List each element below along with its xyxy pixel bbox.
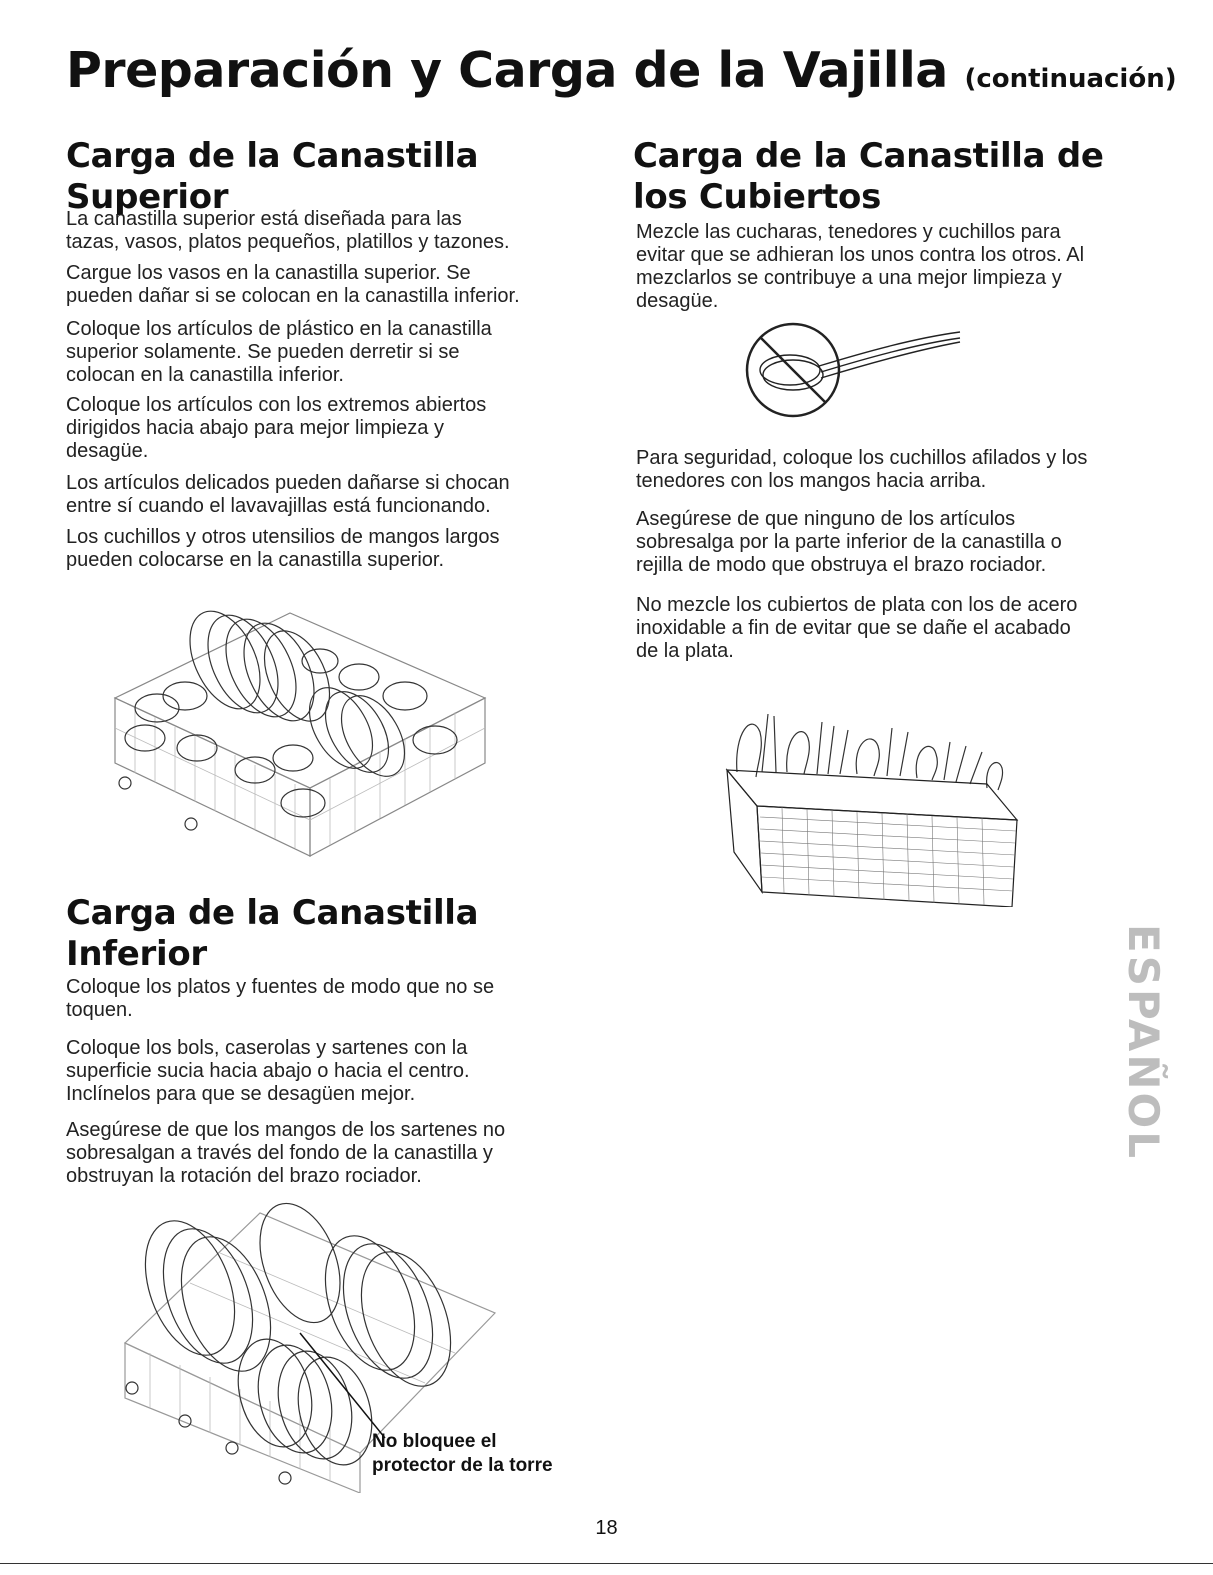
lower-rack-paragraph [66,1119,505,1188]
upper-rack-paragraph [66,526,500,572]
text-line: rejilla de modo que obstruya el brazo rociador. [636,554,1047,576]
text-line: superficie sucia hacia abajo o hacia el centro. [66,1060,470,1082]
silverware-paragraph [636,221,1084,313]
text-line: desagüe. [66,440,149,462]
upper-rack-paragraph [66,262,520,308]
text-line: mezclarlos se contribuye a una mejor limpieza y [636,267,1062,289]
lower-rack-heading-line2: Inferior [66,934,207,974]
upper-rack-heading-line2: Superior [66,177,229,217]
text-line: Inclínelos para que se desagüen mejor. [66,1083,416,1105]
text-line: sobresalgan a través del fondo de la canastilla y [66,1142,493,1164]
callout-line: No bloquee el [372,1431,497,1452]
text-line: Para seguridad, coloque los cuchillos afilados y los [636,447,1088,469]
text-line: de la plata. [636,640,734,662]
text-line: evitar que se adhieran los unos contra los otros. Al [636,244,1085,266]
text-line: Los artículos delicados pueden dañarse si chocan [66,472,510,494]
silverware-heading-line1: Carga de la Canastilla de [633,136,1104,176]
lower-rack-paragraph [66,976,494,1022]
text-line: colocan en la canastilla inferior. [66,364,344,386]
upper-rack-paragraph [66,472,510,518]
silverware-heading [633,136,1104,218]
silverware-basket-illustration [722,702,1022,907]
text-line: Coloque los platos y fuentes de modo que no se [66,976,495,998]
bottom-rule [0,1563,1213,1564]
text-line: inoxidable a fin de evitar que se dañe el acabado [636,617,1071,639]
page-title [66,42,1177,99]
text-line: La canastilla superior está diseñada para las [66,208,462,230]
text-line: No mezcle los cubiertos de plata con los de acero [636,594,1078,616]
page-number: 18 [595,1517,618,1539]
upper-rack-heading [66,136,478,218]
silverware-paragraph [636,508,1062,577]
text-line: tenedores con los mangos hacia arriba. [636,470,987,492]
text-line: entre sí cuando el lavavajillas está funcionando. [66,495,491,517]
lower-rack-heading-line1: Carga de la Canastilla [66,893,479,933]
upper-rack-heading-line1: Carga de la Canastilla [66,136,479,176]
text-line: Mezcle las cucharas, tenedores y cuchillos para [636,221,1061,243]
text-line: pueden dañar si se colocan en la canastilla inferior. [66,285,520,307]
callout-line: protector de la torre [372,1455,553,1476]
upper-rack-illustration [105,598,495,860]
upper-rack-paragraph [66,208,510,254]
tower-protector-callout [372,1430,553,1478]
lower-rack-heading [66,893,478,975]
text-line: tazas, vasos, platos pequeños, platillos y tazones. [66,231,510,253]
text-line: Coloque los artículos con los extremos abiertos [66,394,487,416]
text-line: desagüe. [636,290,719,312]
upper-rack-paragraph [66,318,492,387]
text-line: Asegúrese de que ninguno de los artículos [636,508,1016,530]
language-side-tab [1118,924,1168,1160]
text-line: superior solamente. Se pueden derretir si se [66,341,460,363]
silverware-heading-line2: los Cubiertos [633,177,882,217]
text-line: Coloque los artículos de plástico en la canastilla [66,318,492,340]
language-side-tab-label: ESPAÑOL [1118,923,1168,1161]
text-line: pueden colocarse en la canastilla superior. [66,549,445,571]
text-line: obstruyan la rotación del brazo rociador. [66,1165,422,1187]
text-line: dirigidos hacia abajo para mejor limpieza y [66,417,444,439]
no-nesting-spoons-icon [735,320,965,420]
text-line: Asegúrese de que los mangos de los sartenes no [66,1119,506,1141]
text-line: Cargue los vasos en la canastilla superior. Se [66,262,471,284]
silverware-paragraph [636,447,1087,493]
text-line: toquen. [66,999,133,1021]
lower-rack-paragraph [66,1037,470,1106]
text-line: sobresalga por la parte inferior de la canastilla o [636,531,1062,553]
page-title-main: Preparación y Carga de la Vajilla [66,42,948,99]
upper-rack-paragraph [66,394,486,463]
text-line: Los cuchillos y otros utensilios de mangos largos [66,526,500,548]
silverware-paragraph [636,594,1077,663]
page-title-continued: (continuación) [964,64,1177,94]
text-line: Coloque los bols, caserolas y sartenes con la [66,1037,468,1059]
